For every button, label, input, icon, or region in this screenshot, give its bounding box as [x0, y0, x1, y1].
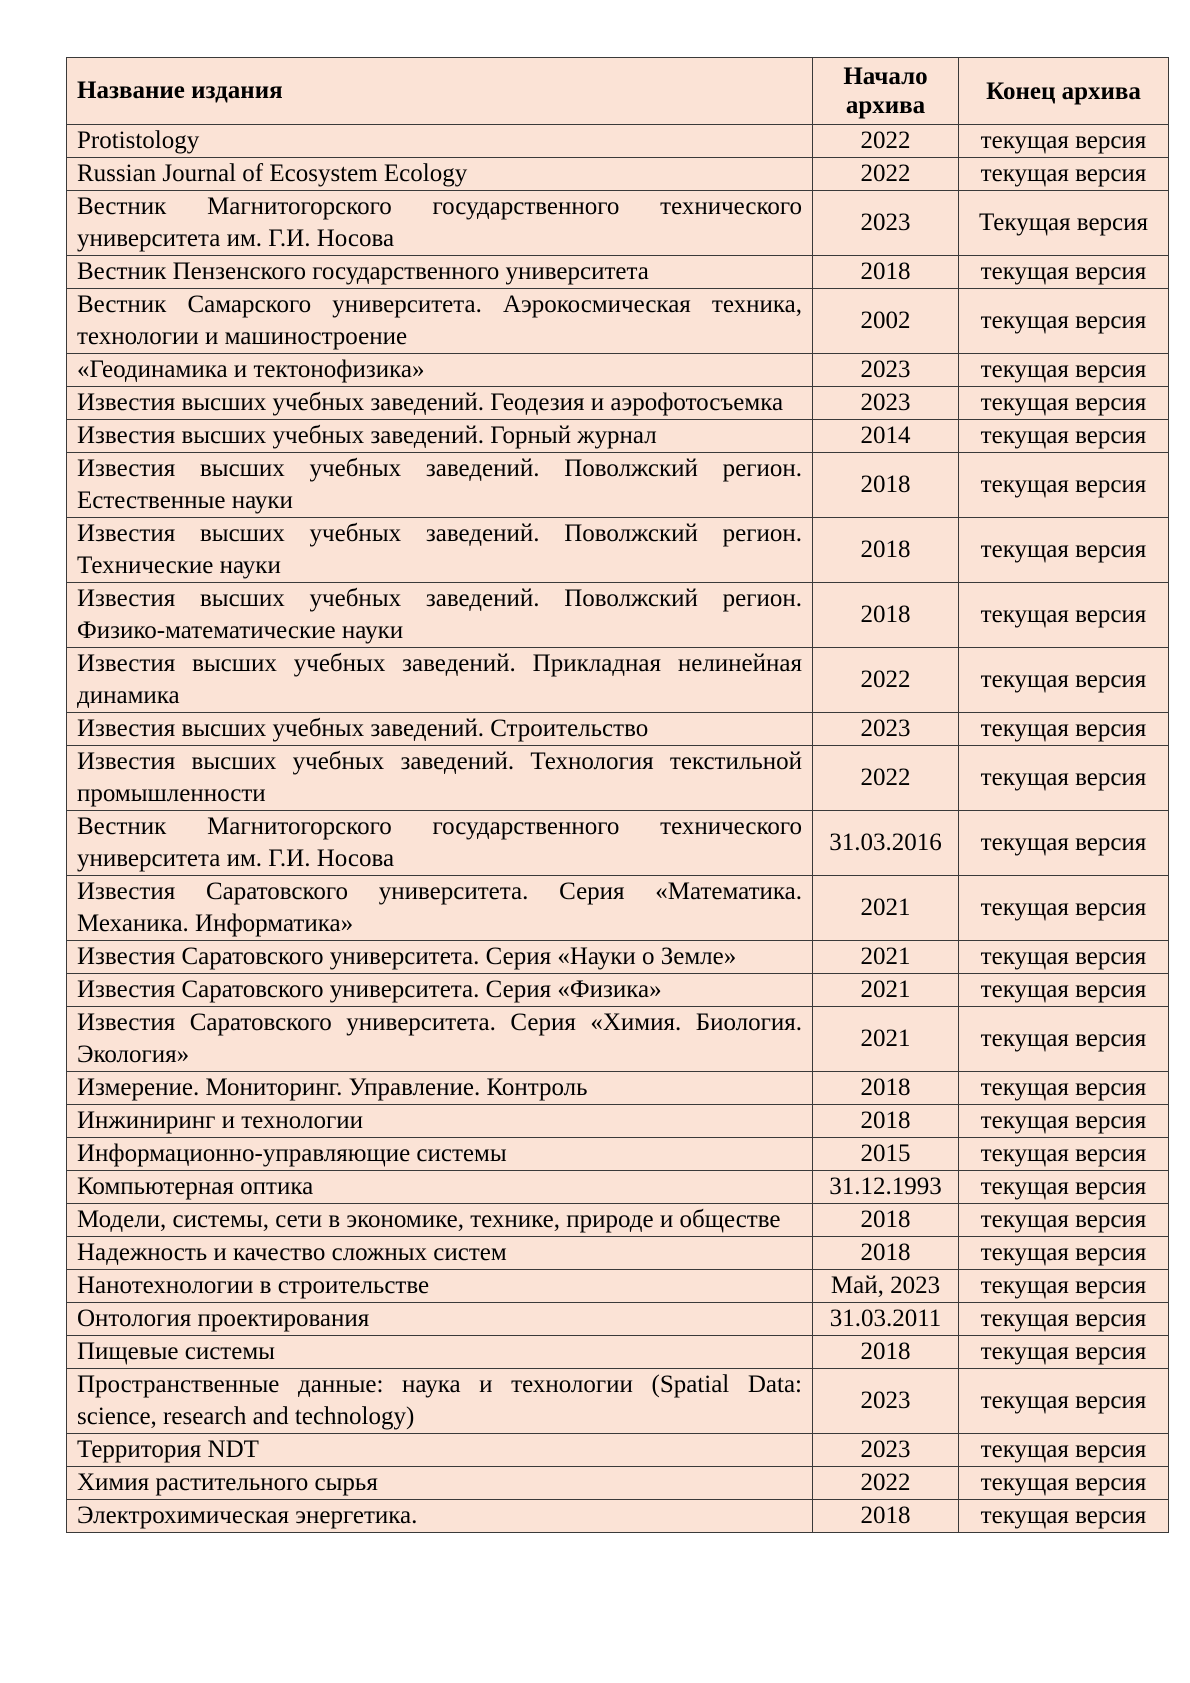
- publication-name-cell: Вестник Магнитогорского государственного технического университета им. Г.И. Носова: [67, 191, 813, 256]
- archive-end-cell: текущая версия: [959, 583, 1169, 648]
- archive-start-cell: 2021: [813, 876, 959, 941]
- publication-name-cell: Вестник Магнитогорского государственного технического университета им. Г.И. Носова: [67, 811, 813, 876]
- table-row: [67, 1270, 1169, 1303]
- archive-end-cell: текущая версия: [959, 387, 1169, 420]
- archive-start-cell: 2021: [813, 941, 959, 974]
- archive-end-cell: текущая версия: [959, 648, 1169, 713]
- archive-end-cell: текущая версия: [959, 1303, 1169, 1336]
- publication-name-cell: Известия Саратовского университета. Серия «Физика»: [67, 974, 813, 1007]
- archive-start-cell: 2022: [813, 648, 959, 713]
- publication-name-cell: Пространственные данные: наука и технологии (Spatial Data: science, research and technology): [67, 1369, 813, 1434]
- archive-start-cell: 2023: [813, 713, 959, 746]
- archive-start-cell: 2014: [813, 420, 959, 453]
- archive-end-cell: текущая версия: [959, 453, 1169, 518]
- publication-name-cell: Известия Саратовского университета. Серия «Математика. Механика. Информатика»: [67, 876, 813, 941]
- archive-end-cell: текущая версия: [959, 1434, 1169, 1467]
- table-row: [67, 1237, 1169, 1270]
- table-row: [67, 420, 1169, 453]
- table-row: [67, 1138, 1169, 1171]
- archive-start-cell: 2018: [813, 1105, 959, 1138]
- table-row: [67, 583, 1169, 648]
- archive-start-cell: 2022: [813, 1467, 959, 1500]
- header-archive-start: Начало архива: [813, 58, 959, 125]
- publication-name-cell: Известия высших учебных заведений. Поволжский регион. Технические науки: [67, 518, 813, 583]
- archive-start-cell: 2018: [813, 1237, 959, 1270]
- publication-name-cell: Химия растительного сырья: [67, 1467, 813, 1500]
- publication-name-cell: Protistology: [67, 125, 813, 158]
- table-row: [67, 941, 1169, 974]
- table-row: [67, 1303, 1169, 1336]
- table-row: [67, 1369, 1169, 1434]
- publication-name-cell: Известия высших учебных заведений. Геодезия и аэрофотосъемка: [67, 387, 813, 420]
- archive-start-cell: 2018: [813, 453, 959, 518]
- archive-start-cell: 2023: [813, 1369, 959, 1434]
- archive-end-cell: текущая версия: [959, 1369, 1169, 1434]
- publication-name-cell: «Геодинамика и тектонофизика»: [67, 354, 813, 387]
- header-archive-end: Конец архива: [959, 58, 1169, 125]
- publication-name-cell: Известия Саратовского университета. Серия «Науки о Земле»: [67, 941, 813, 974]
- archive-end-cell: текущая версия: [959, 1204, 1169, 1237]
- archive-start-cell: 2023: [813, 387, 959, 420]
- publication-name-cell: Онтология проектирования: [67, 1303, 813, 1336]
- publication-name-cell: Пищевые системы: [67, 1336, 813, 1369]
- table-row: [67, 1007, 1169, 1072]
- publication-name-cell: Известия высших учебных заведений. Строительство: [67, 713, 813, 746]
- archive-end-cell: текущая версия: [959, 354, 1169, 387]
- archive-start-cell: 2022: [813, 746, 959, 811]
- archive-end-cell: текущая версия: [959, 158, 1169, 191]
- archive-end-cell: текущая версия: [959, 420, 1169, 453]
- table-row: [67, 811, 1169, 876]
- publication-name-cell: Измерение. Мониторинг. Управление. Контроль: [67, 1072, 813, 1105]
- archive-end-cell: текущая версия: [959, 1237, 1169, 1270]
- table-body: [67, 125, 1169, 1533]
- archive-end-cell: текущая версия: [959, 811, 1169, 876]
- table-row: [67, 256, 1169, 289]
- archive-start-cell: 31.03.2011: [813, 1303, 959, 1336]
- archive-start-cell: 2021: [813, 974, 959, 1007]
- publication-name-cell: Модели, системы, сети в экономике, технике, природе и обществе: [67, 1204, 813, 1237]
- archive-start-cell: 31.03.2016: [813, 811, 959, 876]
- table-row: [67, 1105, 1169, 1138]
- archive-end-cell: текущая версия: [959, 1007, 1169, 1072]
- table-header: [67, 58, 1169, 125]
- publication-name-cell: Компьютерная оптика: [67, 1171, 813, 1204]
- table-row: [67, 876, 1169, 941]
- table-row: [67, 1072, 1169, 1105]
- table-row: [67, 1204, 1169, 1237]
- archive-start-cell: 2023: [813, 191, 959, 256]
- archive-end-cell: текущая версия: [959, 518, 1169, 583]
- archive-start-cell: 2023: [813, 354, 959, 387]
- archive-end-cell: текущая версия: [959, 1336, 1169, 1369]
- archive-end-cell: текущая версия: [959, 1072, 1169, 1105]
- archive-table: [66, 57, 1169, 1533]
- table-row: [67, 1434, 1169, 1467]
- publication-name-cell: Вестник Пензенского государственного университета: [67, 256, 813, 289]
- archive-start-cell: 2018: [813, 1500, 959, 1533]
- table-row: [67, 289, 1169, 354]
- archive-end-cell: текущая версия: [959, 876, 1169, 941]
- header-row: [67, 58, 1169, 125]
- archive-end-cell: текущая версия: [959, 289, 1169, 354]
- archive-start-cell: 2018: [813, 256, 959, 289]
- archive-start-cell: 31.12.1993: [813, 1171, 959, 1204]
- publication-name-cell: Территория NDT: [67, 1434, 813, 1467]
- table-row: [67, 1500, 1169, 1533]
- archive-end-cell: текущая версия: [959, 1105, 1169, 1138]
- archive-start-cell: 2018: [813, 1072, 959, 1105]
- table-row: [67, 125, 1169, 158]
- archive-end-cell: текущая версия: [959, 1467, 1169, 1500]
- archive-start-cell: 2018: [813, 583, 959, 648]
- publication-name-cell: Известия высших учебных заведений. Поволжский регион. Естественные науки: [67, 453, 813, 518]
- archive-end-cell: текущая версия: [959, 256, 1169, 289]
- table-row: [67, 191, 1169, 256]
- archive-start-cell: 2022: [813, 158, 959, 191]
- publication-name-cell: Известия высших учебных заведений. Прикладная нелинейная динамика: [67, 648, 813, 713]
- table-row: [67, 648, 1169, 713]
- archive-start-cell: 2015: [813, 1138, 959, 1171]
- table-row: [67, 158, 1169, 191]
- archive-start-cell: Май, 2023: [813, 1270, 959, 1303]
- publication-name-cell: Известия высших учебных заведений. Технология текстильной промышленности: [67, 746, 813, 811]
- archive-start-cell: 2023: [813, 1434, 959, 1467]
- table-row: [67, 974, 1169, 1007]
- publication-name-cell: Нанотехнологии в строительстве: [67, 1270, 813, 1303]
- archive-start-cell: 2018: [813, 1204, 959, 1237]
- archive-end-cell: текущая версия: [959, 941, 1169, 974]
- table-row: [67, 387, 1169, 420]
- publication-name-cell: Электрохимическая энергетика.: [67, 1500, 813, 1533]
- archive-end-cell: текущая версия: [959, 1138, 1169, 1171]
- publication-name-cell: Инжиниринг и технологии: [67, 1105, 813, 1138]
- archive-end-cell: текущая версия: [959, 125, 1169, 158]
- archive-end-cell: текущая версия: [959, 713, 1169, 746]
- archive-end-cell: текущая версия: [959, 746, 1169, 811]
- publication-name-cell: Информационно-управляющие системы: [67, 1138, 813, 1171]
- archive-start-cell: 2018: [813, 518, 959, 583]
- archive-end-cell: текущая версия: [959, 974, 1169, 1007]
- table-row: [67, 1467, 1169, 1500]
- archive-start-cell: 2021: [813, 1007, 959, 1072]
- archive-end-cell: текущая версия: [959, 1270, 1169, 1303]
- table-row: [67, 518, 1169, 583]
- table-row: [67, 1336, 1169, 1369]
- header-publication-name: Название издания: [67, 58, 813, 125]
- publication-name-cell: Известия Саратовского университета. Серия «Химия. Биология. Экология»: [67, 1007, 813, 1072]
- publication-name-cell: Надежность и качество сложных систем: [67, 1237, 813, 1270]
- table-row: [67, 746, 1169, 811]
- publication-name-cell: Известия высших учебных заведений. Горный журнал: [67, 420, 813, 453]
- publication-name-cell: Russian Journal of Ecosystem Ecology: [67, 158, 813, 191]
- archive-start-cell: 2018: [813, 1336, 959, 1369]
- archive-start-cell: 2002: [813, 289, 959, 354]
- archive-end-cell: текущая версия: [959, 1171, 1169, 1204]
- table-row: [67, 713, 1169, 746]
- archive-start-cell: 2022: [813, 125, 959, 158]
- publication-name-cell: Известия высших учебных заведений. Поволжский регион. Физико-математические науки: [67, 583, 813, 648]
- table-row: [67, 1171, 1169, 1204]
- archive-end-cell: текущая версия: [959, 1500, 1169, 1533]
- publication-name-cell: Вестник Самарского университета. Аэрокосмическая техника, технологии и машиностроение: [67, 289, 813, 354]
- table-row: [67, 453, 1169, 518]
- table-row: [67, 354, 1169, 387]
- archive-end-cell: Текущая версия: [959, 191, 1169, 256]
